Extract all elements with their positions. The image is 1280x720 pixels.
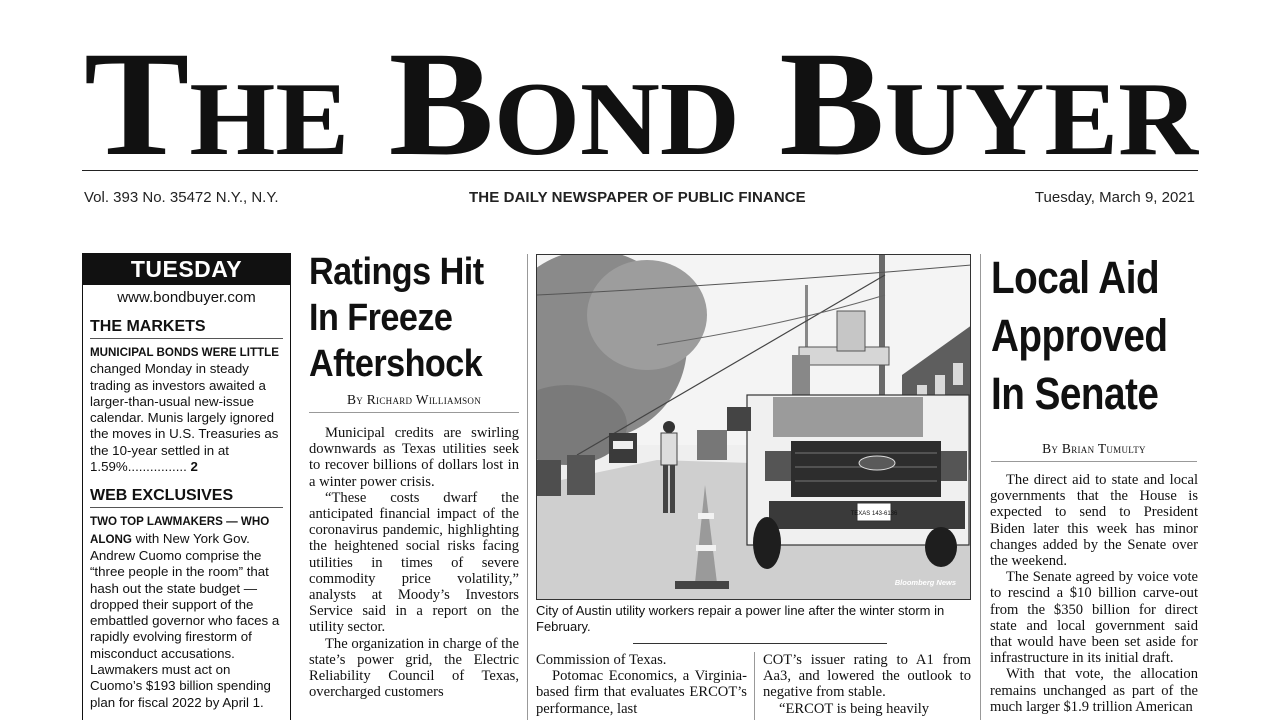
- article2-headline-line: Approved: [991, 310, 1168, 361]
- article2-paragraph: The direct aid to state and local governments that the House is expected to send to President Biden later this week has minor changes added by the Senate over the weekend.: [990, 472, 1198, 570]
- photo-credit: Bloomberg News: [894, 578, 956, 587]
- article2-headline-line: Local Aid: [991, 252, 1160, 303]
- markets-page-ref[interactable]: 2: [190, 459, 198, 475]
- markets-lead: MUNICIPAL BONDS WERE LITTLE: [90, 346, 279, 359]
- article2-headline-line: In Senate: [991, 368, 1159, 419]
- article1-paragraph: “ERCOT is being heavily: [779, 700, 930, 717]
- masthead-rule: [82, 170, 1198, 171]
- article1-continued-col2: [536, 652, 747, 720]
- article1-headline-line: Aftershock: [309, 343, 483, 385]
- article1-headline-line: In Freeze: [309, 297, 453, 339]
- index-day: TUESDAY: [83, 253, 290, 285]
- article1-paragraph: Potomac Economics, a Virginia-based firm that evaluates ERCOT’s performance, last: [536, 668, 747, 717]
- masthead-logo: [82, 8, 1200, 168]
- article1-paragraph: Commission of Texas.: [536, 652, 667, 668]
- section-title-markets: THE MARKETS: [90, 318, 283, 339]
- markets-blurb: [90, 344, 283, 475]
- column-divider: [527, 254, 528, 720]
- site-url[interactable]: www.bondbuyer.com: [117, 289, 256, 306]
- utility-workers-photo: [537, 255, 971, 600]
- article1-paragraph: COT’s issuer rating to A1 from Aa3, and lowered the outlook to negative from stable.: [763, 652, 971, 701]
- section-title-web-exclusives: WEB EXCLUSIVES: [90, 487, 283, 508]
- article1-body: [309, 425, 519, 720]
- tagline: THE DAILY NEWSPAPER OF PUBLIC FINANCE: [469, 189, 806, 206]
- article1-paragraph: “These costs dwarf the anticipated financial impact of the coronavirus pandemic, highlighting the heightened social risks facing utilities in times of severe commodity price volatility,” analysts at Moody’s Investors Service said in a report on the utility sector.: [309, 489, 519, 636]
- photo-caption: City of Austin utility workers repair a power line after the winter storm in February.: [536, 603, 945, 634]
- web-exclusives-blurb: [90, 513, 283, 711]
- masthead: [82, 8, 1200, 168]
- web-exclusives-text: with New York Gov. Andrew Cuomo comprise the “three people in the room” that hash out the state budget — dropped their support of the embattled governor who faces a rapidly evolving firestorm of misconduct accusations. Lawmakers must act on Cuomo’s $193 billion spending plan for fiscal 2022 by April 1.: [90, 530, 280, 710]
- caption-rule: [633, 643, 887, 644]
- license-plate: TEXAS 143-6136: [850, 511, 898, 517]
- news-photo: [536, 254, 971, 600]
- masthead-title: The Bond Buyer: [84, 21, 1200, 168]
- article2-headline[interactable]: [991, 249, 1176, 423]
- column-divider: [980, 254, 981, 720]
- article2-body: [990, 472, 1198, 720]
- article1-paragraph: The organization in charge of the state’s power grid, the Electric Reliability Council of Texas, overcharged customers: [309, 635, 519, 701]
- issue-date: Tuesday, March 9, 2021: [1034, 189, 1195, 206]
- article2-paragraph: With that vote, the allocation remains unchanged as part of the much larger $1.9 trillion American: [990, 666, 1198, 715]
- article2-byline: By Brian Tumulty: [991, 441, 1197, 462]
- article1-headline[interactable]: [309, 249, 503, 387]
- article1-continued-col3: [763, 652, 971, 720]
- column-divider: [754, 652, 755, 720]
- markets-text: changed Monday in steady trading as investors awaited a larger-than-usual new-issue calendar. Munis largely ignored the moves in U.S. Treasuries as the 10-year settled in at 1.59%................: [90, 361, 279, 475]
- issue-volume: Vol. 393 No. 35472 N.Y., N.Y.: [84, 189, 279, 206]
- web-exclusives-lead: TWO TOP LAWMAKERS — WHO ALONG: [90, 515, 270, 546]
- article1-byline: By Richard Williamson: [309, 392, 519, 413]
- index-column: [82, 253, 291, 720]
- article2-paragraph: The Senate agreed by voice vote to rescind a $10 billion carve-out from the $350 billion for direct state and local government said that would have been set aside for infrastructure in its initial draft.: [990, 569, 1198, 667]
- article1-headline-line: Ratings Hit: [309, 251, 484, 293]
- article1-paragraph: Municipal credits are swirling downwards as Texas utilities seek to recover billions of dollars lost in a winter power crisis.: [309, 425, 519, 490]
